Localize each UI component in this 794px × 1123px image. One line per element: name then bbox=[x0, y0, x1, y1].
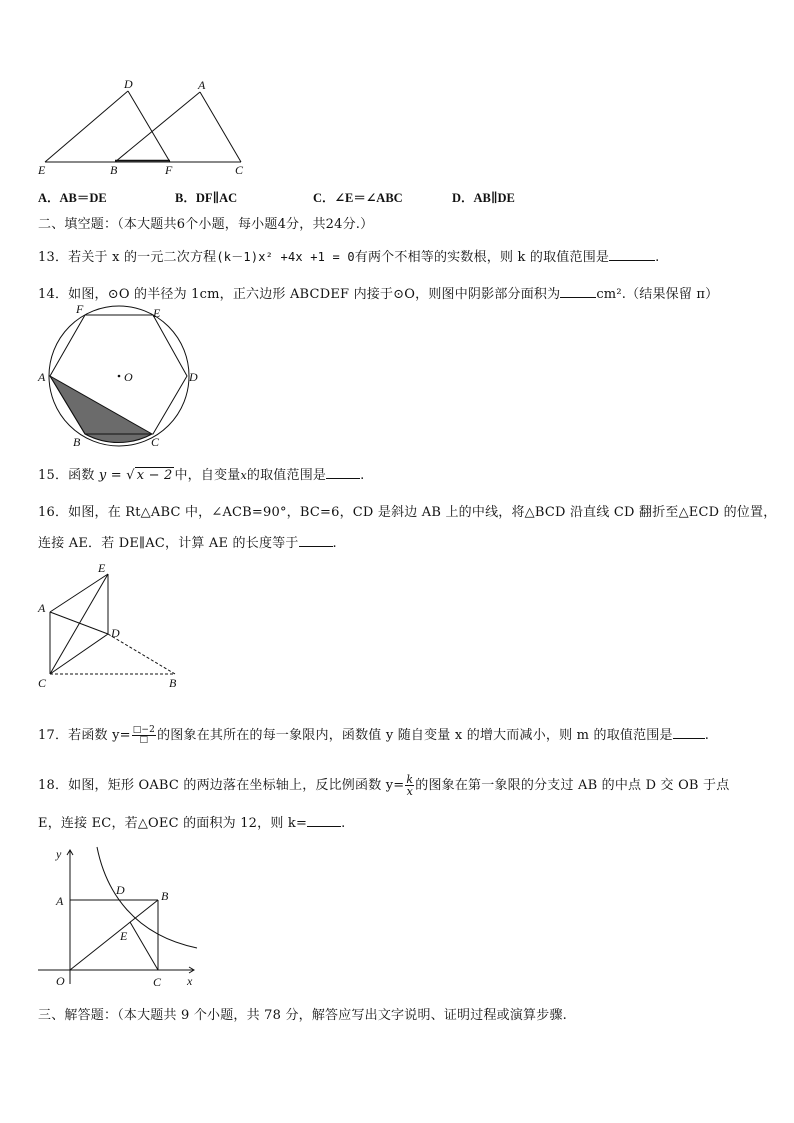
question-13 bbox=[38, 246, 659, 265]
label-D: D bbox=[116, 883, 125, 897]
q13-equation: (k－1)x² +4x +1 = 0 bbox=[216, 250, 355, 264]
q14-text: 14．如图，⊙O 的半径为 1cm，正六边形 ABCDEF 内接于⊙O，则图中阴影部分面积为 bbox=[38, 287, 561, 302]
label-E: E bbox=[98, 561, 106, 575]
question-16-line1: 16．如图，在 Rt△ABC 中，∠ACB=90°，BC=6，CD 是斜边 AB 上的中线，将△BCD 沿直线 CD 翻折至△ECD 的位置， bbox=[38, 505, 777, 520]
q16-period: . bbox=[332, 536, 337, 551]
q17-suffix: 的图象在其所在的每一象限内，函数值 y 随自变量 x 的增大而减小，则 m 的取值范围是 bbox=[157, 728, 673, 743]
label-O: O bbox=[56, 974, 65, 988]
q15-variable-x: x bbox=[240, 469, 247, 482]
label-B: B bbox=[110, 163, 118, 177]
triangle-figure-q12 bbox=[30, 76, 250, 178]
question-17 bbox=[38, 724, 709, 745]
label-A: A bbox=[56, 894, 64, 908]
question-14 bbox=[38, 283, 718, 302]
answer-blank[interactable] bbox=[609, 248, 655, 261]
hexagon-circle-figure-q14 bbox=[34, 304, 210, 452]
q15-prefix: 15．函数 bbox=[38, 468, 95, 483]
label-A: A bbox=[38, 601, 46, 615]
label-C: C bbox=[38, 676, 47, 690]
question-18-line2 bbox=[38, 812, 345, 831]
label-E: E bbox=[153, 306, 161, 320]
label-A: A bbox=[198, 78, 206, 92]
q18-suffix: 的图象在第一象限的分支过 AB 的中点 D 交 OB 于点 bbox=[415, 778, 730, 793]
question-16-line2 bbox=[38, 532, 337, 551]
label-F: F bbox=[165, 163, 173, 177]
q18-denominator: x bbox=[406, 785, 414, 798]
option-b: B．DF∥AC bbox=[175, 191, 238, 205]
option-a: A．AB＝DE bbox=[38, 191, 107, 205]
q15-function-y: y = bbox=[98, 468, 122, 483]
label-y: y bbox=[56, 847, 62, 861]
label-B: B bbox=[73, 435, 81, 449]
label-D: D bbox=[124, 77, 133, 91]
q17-fraction bbox=[132, 726, 156, 745]
section-heading-fill-in: 二、填空题：（本大题共6个小题，每小题4分，共24分.） bbox=[38, 217, 374, 232]
q18-numerator: k bbox=[406, 773, 414, 786]
label-C: C bbox=[153, 975, 162, 989]
q18-period: . bbox=[341, 816, 346, 831]
question-15: 15．函数 y = √ x − 2 中，自变量x的取值范围是 . bbox=[38, 468, 365, 483]
answer-blank[interactable] bbox=[326, 466, 360, 479]
label-F: F bbox=[76, 304, 84, 316]
label-E: E bbox=[120, 929, 128, 943]
fold-triangle-figure-q16 bbox=[32, 560, 192, 692]
answer-blank[interactable] bbox=[299, 534, 333, 547]
label-D: D bbox=[189, 370, 198, 384]
q13-period: . bbox=[655, 250, 660, 265]
label-E: E bbox=[38, 163, 46, 177]
q15-radicand: x − 2 bbox=[136, 468, 173, 483]
q15-middle: 中，自变量 bbox=[174, 468, 241, 483]
q18-prefix: 18．如图，矩形 OABC 的两边落在坐标轴上，反比例函数 y= bbox=[38, 778, 405, 793]
q13-suffix: 有两个不相等的实数根，则 k 的取值范围是 bbox=[354, 250, 610, 265]
q13-prefix: 13．若关于 x 的一元二次方程 bbox=[38, 250, 217, 265]
label-B: B bbox=[161, 889, 169, 903]
coordinate-figure-q18 bbox=[34, 842, 204, 992]
section-heading-solutions: 三、解答题：（本大题共 9 个小题，共 78 分，解答应写出文字说明、证明过程或演算步骤. bbox=[38, 1008, 567, 1023]
q16-text: 连接 AE．若 DE∥AC，计算 AE 的长度等于 bbox=[38, 536, 299, 551]
option-d: D．AB∥DE bbox=[452, 191, 515, 205]
q15-period: . bbox=[360, 468, 365, 483]
answer-blank[interactable] bbox=[673, 726, 705, 739]
label-A: A bbox=[38, 370, 46, 384]
q17-period: . bbox=[704, 728, 710, 743]
label-O: O bbox=[124, 370, 133, 384]
q18-fraction bbox=[405, 774, 414, 797]
answer-blank[interactable] bbox=[307, 814, 341, 827]
label-x: x bbox=[187, 974, 193, 988]
label-B: B bbox=[169, 676, 177, 690]
label-C: C bbox=[235, 163, 244, 177]
q14-suffix: cm².（结果保留 π） bbox=[596, 287, 719, 302]
q17-prefix: 17．若函数 y= bbox=[38, 728, 131, 743]
answer-blank[interactable] bbox=[560, 285, 596, 298]
label-C: C bbox=[151, 435, 160, 449]
question-18-line1 bbox=[38, 774, 729, 797]
q18-text: E，连接 EC，若△OEC 的面积为 12，则 k= bbox=[38, 816, 308, 831]
q17-denominator: □ bbox=[139, 735, 149, 745]
q17-numerator: □−2 bbox=[132, 725, 156, 735]
option-c: C．∠E＝∠ABC bbox=[313, 191, 403, 205]
q15-suffix: 的取值范围是 bbox=[246, 468, 327, 483]
label-D: D bbox=[111, 626, 120, 640]
